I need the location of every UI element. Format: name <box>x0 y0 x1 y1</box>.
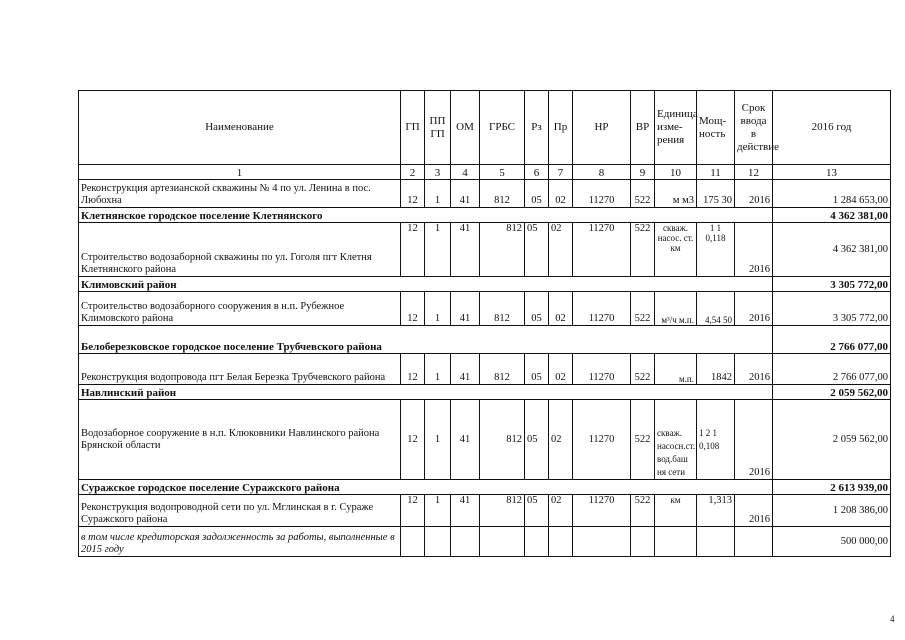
gp-cell: 12 <box>401 400 425 480</box>
header-grbs: ГРБС <box>480 91 525 165</box>
col-number: 12 <box>735 165 773 180</box>
power-cell: 1,313 <box>697 495 735 527</box>
nr-cell: 11270 <box>573 223 631 277</box>
section-row <box>79 208 891 223</box>
header-row <box>79 91 891 165</box>
amount-cell: 2 059 562,00 <box>773 400 891 480</box>
col-number: 8 <box>573 165 631 180</box>
section-amount: 2 059 562,00 <box>773 385 891 400</box>
gp-cell: 12 <box>401 495 425 527</box>
rz-cell: 05 <box>525 180 549 208</box>
table-row <box>79 292 891 326</box>
object-name: Реконструкция водопровода пгт Белая Березка Трубчевского района <box>79 354 401 385</box>
pr-cell: 02 <box>549 495 573 527</box>
grbs-cell: 812 <box>480 180 525 208</box>
rz-cell: 05 <box>525 223 549 277</box>
amount-cell: 4 362 381,00 <box>773 223 891 277</box>
table-row <box>79 180 891 208</box>
ppgp-cell: 1 <box>425 354 451 385</box>
nr-cell: 11270 <box>573 354 631 385</box>
amount-cell: 3 305 772,00 <box>773 292 891 326</box>
rz-cell: 05 <box>525 400 549 480</box>
section-title: Климовский район <box>79 277 773 292</box>
col-number: 7 <box>549 165 573 180</box>
section-amount: 2 613 939,00 <box>773 480 891 495</box>
col-number: 3 <box>425 165 451 180</box>
power-cell: 1842 <box>697 354 735 385</box>
unit-cell: м.п. <box>655 354 697 385</box>
debt-note: в том числе кредиторская задолженность за работы, выполненные в 2015 году <box>79 527 401 557</box>
om-cell: 41 <box>451 223 480 277</box>
col-number: 10 <box>655 165 697 180</box>
om-cell: 41 <box>451 292 480 326</box>
rz-cell: 05 <box>525 495 549 527</box>
header-unit: Единица изме-рения <box>655 91 697 165</box>
header-term: Срок ввода в действие <box>735 91 773 165</box>
col-number: 9 <box>631 165 655 180</box>
header-ppgp: ПП ГП <box>425 91 451 165</box>
object-name: Водозаборное сооружение в н.п. Клюковники Навлинского района Брянской области <box>79 400 401 480</box>
header-vr: ВР <box>631 91 655 165</box>
section-title: Белоберезковское городское поселение Трубчевского района <box>79 326 773 354</box>
grbs-cell: 812 <box>480 400 525 480</box>
nr-cell: 11270 <box>573 400 631 480</box>
term-cell: 2016 <box>735 354 773 385</box>
om-cell: 41 <box>451 495 480 527</box>
pr-cell: 02 <box>549 292 573 326</box>
pr-cell: 02 <box>549 400 573 480</box>
term-cell: 2016 <box>735 223 773 277</box>
unit-cell: скваж. насосн.ст. вод.баш ня сети <box>655 400 697 480</box>
header-om: ОМ <box>451 91 480 165</box>
ppgp-cell: 1 <box>425 400 451 480</box>
term-cell: 2016 <box>735 400 773 480</box>
ppgp-cell: 1 <box>425 223 451 277</box>
section-title: Клетнянское городское поселение Клетнянского <box>79 208 773 223</box>
power-cell: 1 1 0,118 <box>697 223 735 277</box>
table-row <box>79 400 891 480</box>
pr-cell: 02 <box>549 354 573 385</box>
page-number: 4 <box>890 614 895 624</box>
grbs-cell: 812 <box>480 292 525 326</box>
section-title: Суражское городское поселение Суражского района <box>79 480 773 495</box>
section-amount: 3 305 772,00 <box>773 277 891 292</box>
rz-cell: 05 <box>525 292 549 326</box>
amount-cell: 2 766 077,00 <box>773 354 891 385</box>
gp-cell: 12 <box>401 292 425 326</box>
nr-cell: 11270 <box>573 292 631 326</box>
section-row <box>79 480 891 495</box>
term-cell: 2016 <box>735 292 773 326</box>
ppgp-cell: 1 <box>425 292 451 326</box>
col-number: 2 <box>401 165 425 180</box>
col-number: 11 <box>697 165 735 180</box>
section-row <box>79 385 891 400</box>
header-name: Наименование <box>79 91 401 165</box>
power-cell: 1 2 1 0,108 <box>697 400 735 480</box>
section-amount: 2 766 077,00 <box>773 326 891 354</box>
vr-cell: 522 <box>631 180 655 208</box>
term-cell: 2016 <box>735 495 773 527</box>
pr-cell: 02 <box>549 223 573 277</box>
header-power: Мощ-ность <box>697 91 735 165</box>
power-cell: 175 30 <box>697 180 735 208</box>
gp-cell: 12 <box>401 354 425 385</box>
amount-cell: 1 284 653,00 <box>773 180 891 208</box>
table-row <box>79 495 891 527</box>
table-row <box>79 354 891 385</box>
unit-cell: км <box>655 495 697 527</box>
budget-table <box>78 90 891 557</box>
table-row <box>79 527 891 557</box>
section-amount: 4 362 381,00 <box>773 208 891 223</box>
gp-cell: 12 <box>401 223 425 277</box>
unit-cell: скваж. насос. ст. км <box>655 223 697 277</box>
object-name: Строительство водозаборного сооружения в н.п. Рубежное Климовского района <box>79 292 401 326</box>
om-cell: 41 <box>451 354 480 385</box>
power-cell: 4,54 50 <box>697 292 735 326</box>
gp-cell: 12 <box>401 180 425 208</box>
section-title: Навлинский район <box>79 385 773 400</box>
section-row <box>79 326 891 354</box>
col-number: 6 <box>525 165 549 180</box>
header-year: 2016 год <box>773 91 891 165</box>
nr-cell: 11270 <box>573 495 631 527</box>
rz-cell: 05 <box>525 354 549 385</box>
om-cell: 41 <box>451 180 480 208</box>
vr-cell: 522 <box>631 400 655 480</box>
amount-cell: 1 208 386,00 <box>773 495 891 527</box>
amount-cell: 500 000,00 <box>773 527 891 557</box>
header-nr: НР <box>573 91 631 165</box>
grbs-cell: 812 <box>480 223 525 277</box>
om-cell: 41 <box>451 400 480 480</box>
term-cell: 2016 <box>735 180 773 208</box>
header-rz: Рз <box>525 91 549 165</box>
header-gp: ГП <box>401 91 425 165</box>
col-number: 13 <box>773 165 891 180</box>
column-number-row <box>79 165 891 180</box>
grbs-cell: 812 <box>480 495 525 527</box>
object-name: Реконструкция водопроводной сети по ул. Мглинская в г. Сураже Суражского района <box>79 495 401 527</box>
unit-cell: м³/ч м.п. <box>655 292 697 326</box>
ppgp-cell: 1 <box>425 180 451 208</box>
vr-cell: 522 <box>631 354 655 385</box>
section-row <box>79 277 891 292</box>
ppgp-cell: 1 <box>425 495 451 527</box>
header-pr: Пр <box>549 91 573 165</box>
vr-cell: 522 <box>631 495 655 527</box>
vr-cell: 522 <box>631 223 655 277</box>
object-name: Строительство водозаборной скважины по ул. Гоголя пгт Клетня Клетнянского района <box>79 223 401 277</box>
col-number: 5 <box>480 165 525 180</box>
col-number: 1 <box>79 165 401 180</box>
grbs-cell: 812 <box>480 354 525 385</box>
vr-cell: 522 <box>631 292 655 326</box>
unit-cell: м м3 <box>655 180 697 208</box>
col-number: 4 <box>451 165 480 180</box>
object-name: Реконструкция артезианской скважины № 4 по ул. Ленина в пос. Любохна <box>79 180 401 208</box>
nr-cell: 11270 <box>573 180 631 208</box>
pr-cell: 02 <box>549 180 573 208</box>
table-row <box>79 223 891 277</box>
